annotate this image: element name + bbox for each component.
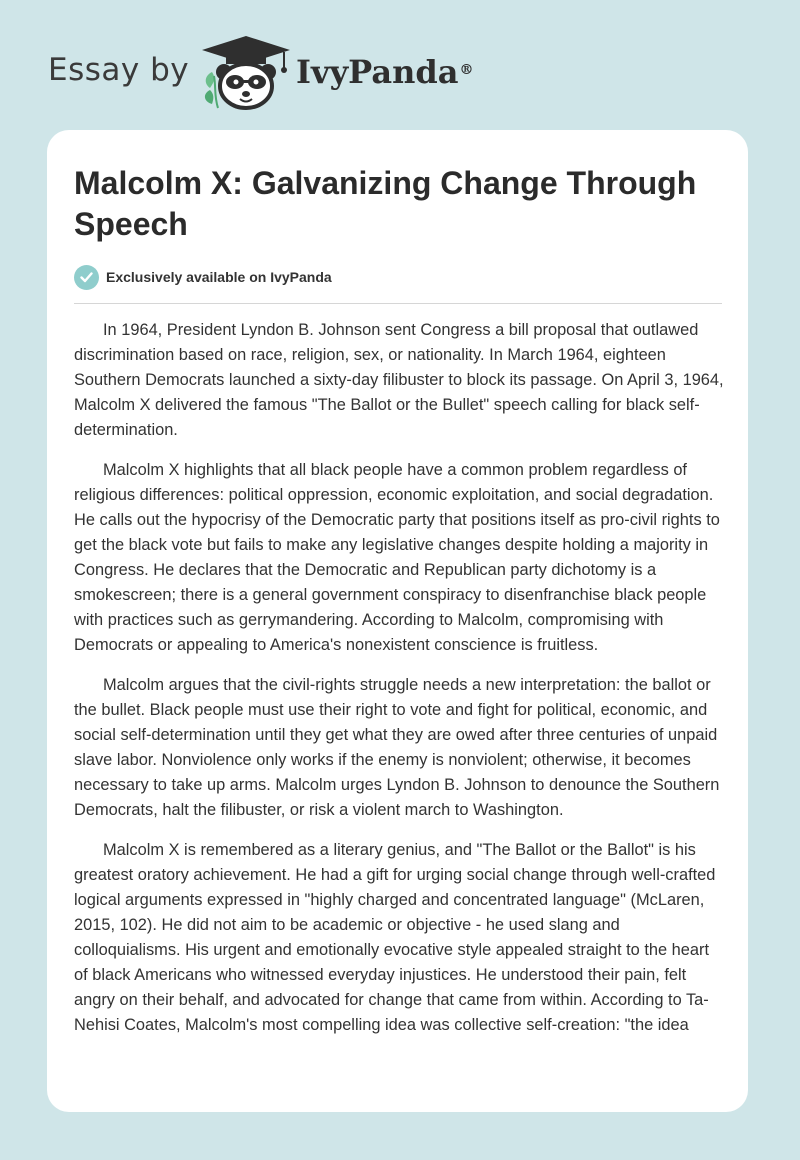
essay-title: Malcolm X: Galvanizing Change Through Speech bbox=[74, 165, 697, 242]
registered-mark: ® bbox=[459, 62, 474, 78]
essay-by-label: Essay by bbox=[48, 52, 190, 88]
paragraph-1: In 1964, President Lyndon B. Johnson sent Congress a bill proposal that outlawed discrimination based on race, religion, sex, or nationality. In March 1964, eighteen Southern Democrats launched a sixty-day filibuster to block its passage. On April 3, 1964, Malcolm X delivered the famous "The Ballot or the Bullet" speech calling for black self-determination. bbox=[74, 321, 724, 439]
exclusive-badge-label: Exclusively available on IvyPanda bbox=[106, 269, 332, 285]
divider bbox=[74, 303, 722, 304]
exclusive-badge bbox=[74, 264, 332, 290]
essay-body bbox=[74, 318, 724, 1098]
brand-name[interactable]: IvyPanda® bbox=[296, 53, 474, 91]
check-icon bbox=[74, 265, 99, 290]
paragraph-3: Malcolm argues that the civil-rights struggle needs a new interpretation: the ballot or the bullet. Black people must use their right to vote and fight for political, economic, and social self-determination until they get what they are owed after three centuries of unpaid slave labor. Nonviolence only works if the enemy is nonviolent; otherwise, it becomes necessary to take up arms. Malcolm urges Lyndon B. Johnson to denounce the Southern Democrats, halt the filibuster, or risk a violent march to Washington. bbox=[74, 676, 720, 819]
paragraph-2: Malcolm X highlights that all black people have a common problem regardless of religious differences: political oppression, economic exploitation, and social degradation. He calls out the hypocrisy of the Democratic party that positions itself as pro-civil rights to get the black vote but fails to make any legislative changes despite holding a majority in Congress. He declares that the Democratic and Republican party dichotomy is a smokescreen; there is a general government conspiracy to disenfranchise black people with practices such as gerrymandering. According to Malcolm, compromising with Democrats or appealing to America's nonexistent conscience is fruitless. bbox=[74, 461, 720, 654]
panda-logo-icon[interactable] bbox=[200, 32, 292, 112]
site-header bbox=[0, 0, 800, 130]
essay-card bbox=[47, 130, 748, 1112]
paragraph-4: Malcolm X is remembered as a literary genius, and "The Ballot or the Ballot" is his greatest oratory achievement. He had a gift for urging social change through well-crafted logical arguments expressed in "highly charged and concentrated language" (McLaren, 2015, 102). He did not aim to be academic or objective - he used slang and colloquialisms. His urgent and emotionally evocative style appealed straight to the heart of black Americans who witnessed everyday injustices. He understood their pain, felt angry on their behalf, and advocated for change that came from within. According to Ta-Nehisi Coates, Malcolm's most compelling idea was collective self-creation: "the idea bbox=[74, 841, 716, 1034]
